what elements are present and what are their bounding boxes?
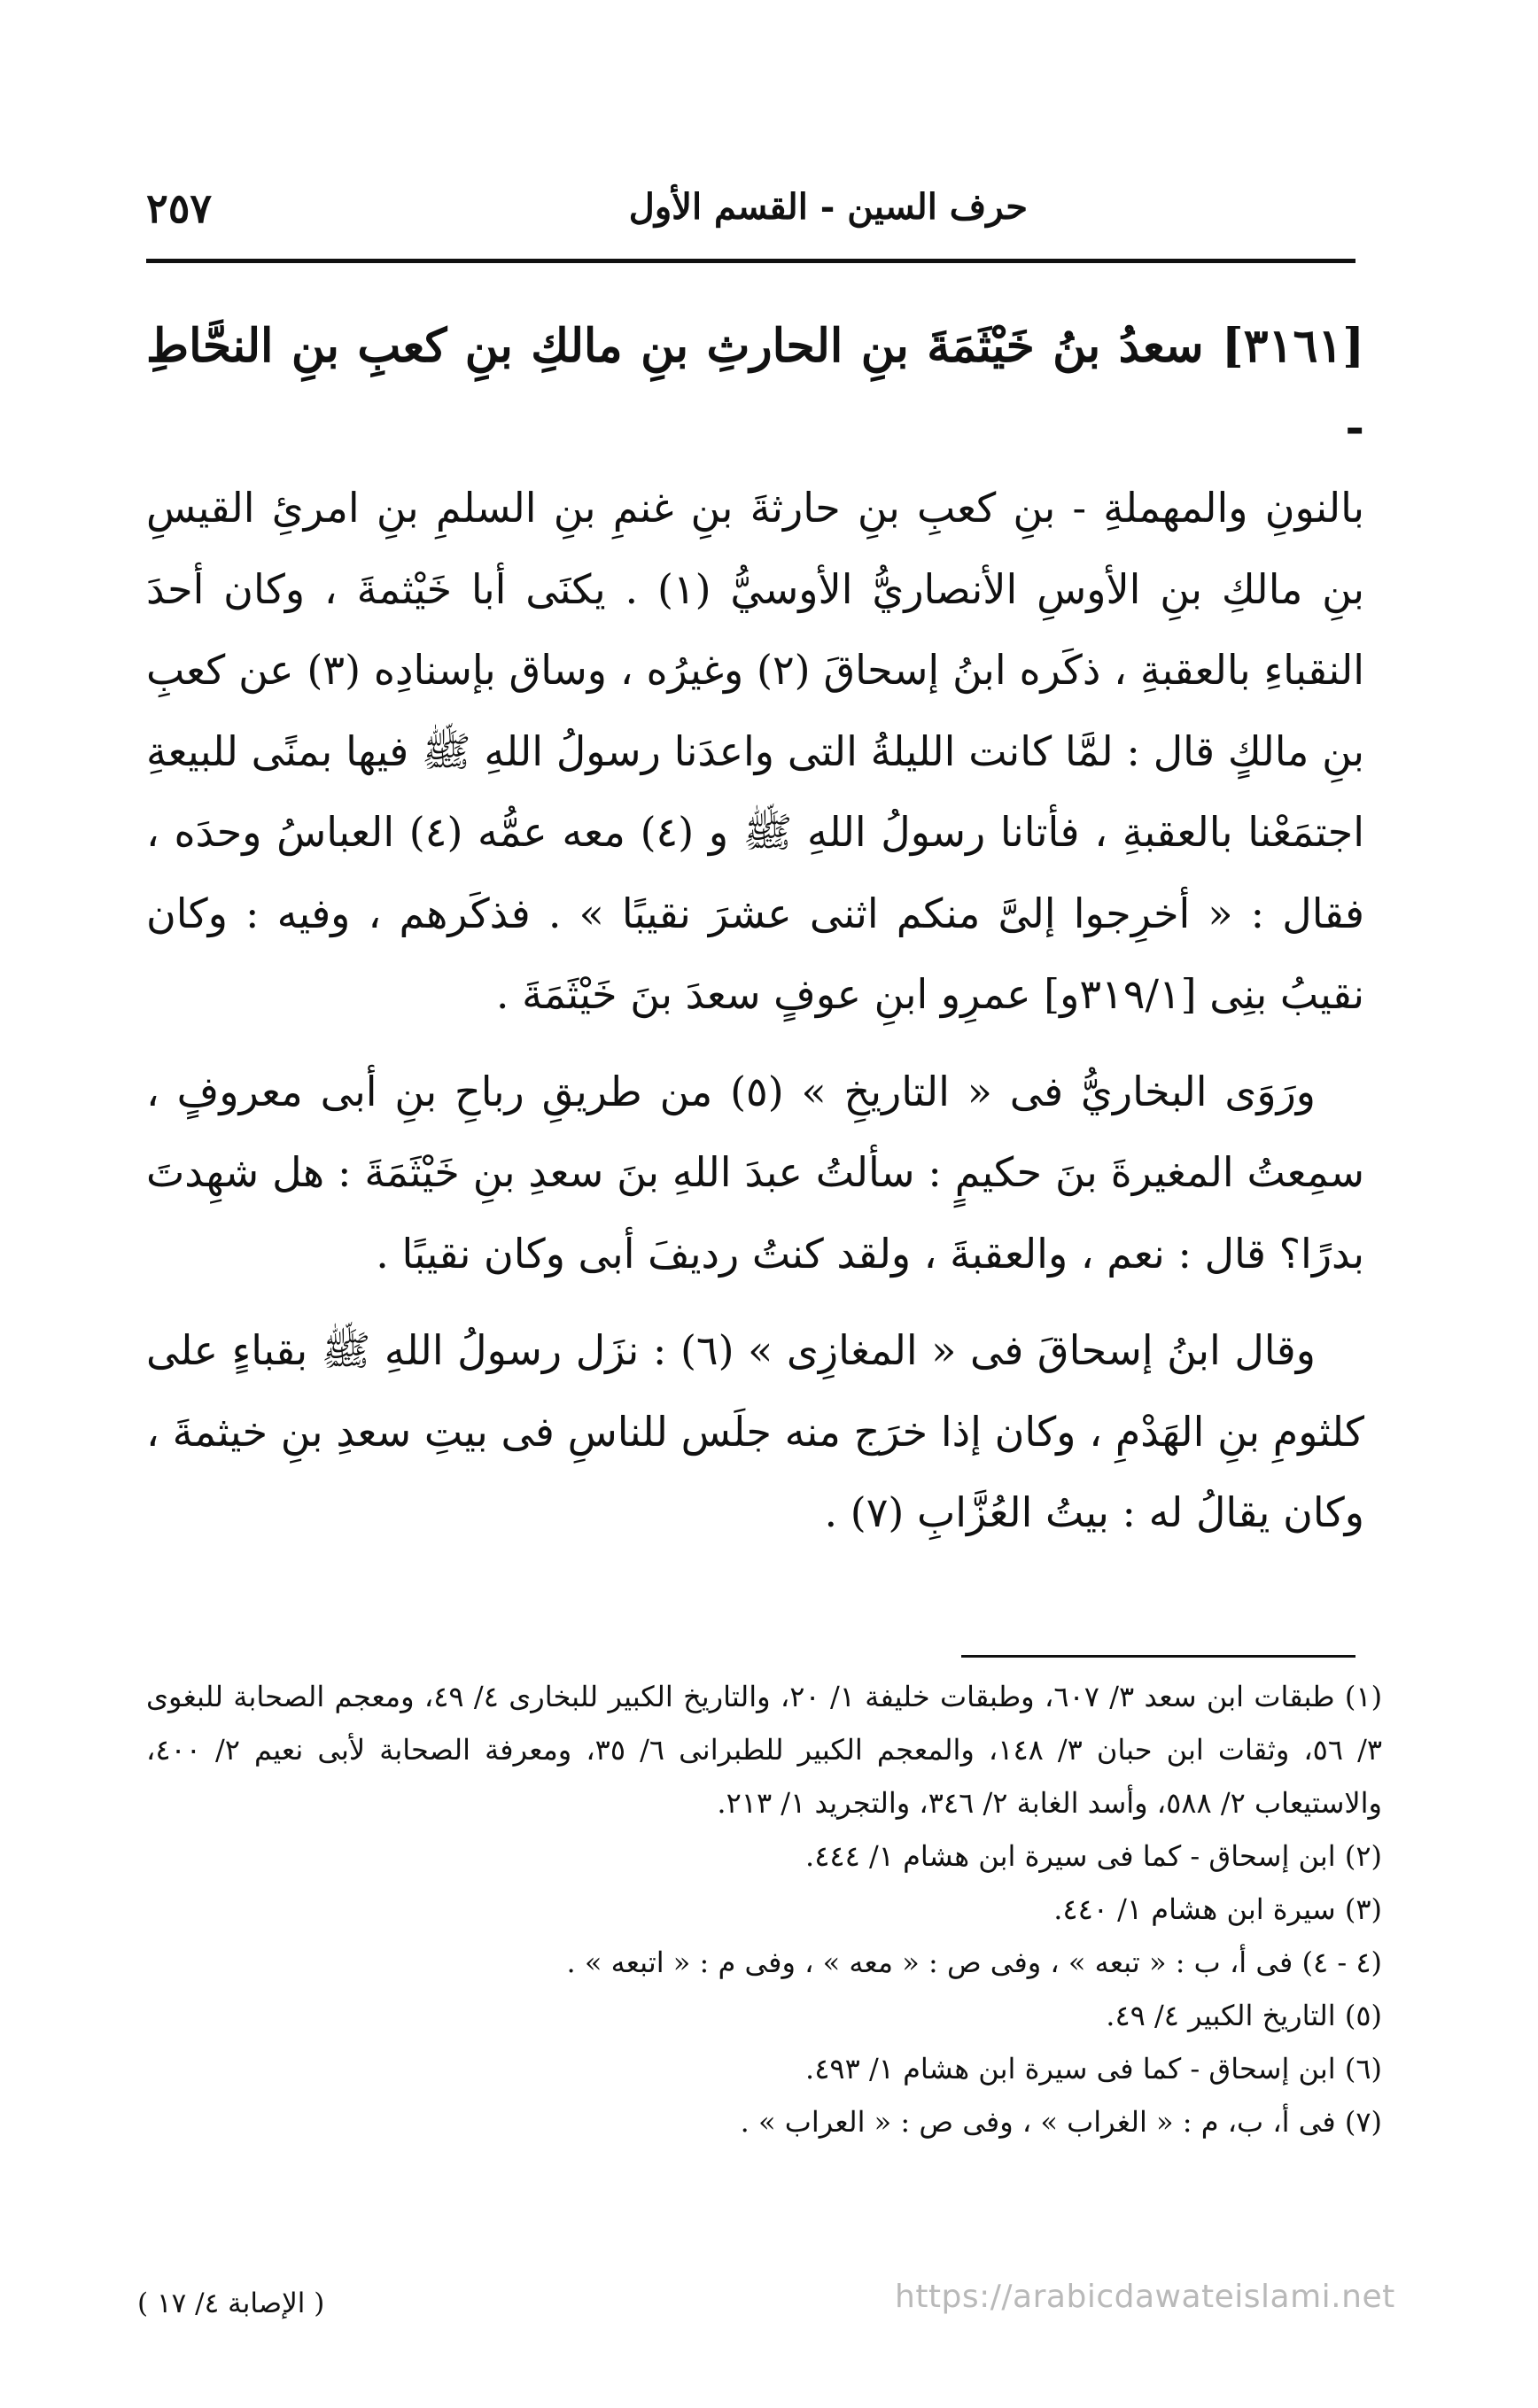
page-header	[146, 177, 1355, 239]
footnote-7: (٧) فى أ، ب، م : « الغراب » ، وفى ص : « العراب » .	[740, 2105, 1382, 2139]
entry-paragraph-1: بالنونِ والمهملةِ - بنِ كعبِ بنِ حارثةَ بنِ غنمِ بنِ السلمِ بنِ امرئِ القيسِ بنِ مالكِ بنِ الأوسِ الأنصاريُّ الأوسيُّ (١) . يكنَى أبا خَيْثمةَ ، وكان أحدَ النقباءِ بالعقبةِ ، ذكَره ابنُ إسحاقَ (٢) وغيرُه ، وساق بإسنادِه (٣) عن كعبِ بنِ مالكٍ قال : لمَّا كانت الليلةُ التى واعدَنا رسولُ اللهِ ﷺ فيها بمنًى للبيعةِ اجتمَعْنا بالعقبةِ ، فأتانا رسولُ اللهِ ﷺ و (٤) معه عمُّه (٤) العباسُ وحدَه ، فقال : « أخرِجوا إلىَّ منكم اثنى عشرَ نقيبًا » . فذكَرهم ، وفيه : وكان نقيبُ بنِى [٣١٩/١و] عمرِو ابنِ عوفٍ سعدَ بنَ خَيْثَمَةَ .	[146, 484, 1364, 1018]
footnote-4: (٤ - ٤) فى أ، ب : « تبعه » ، وفى ص : « معه » ، وفى م : « اتبعه » .	[566, 1946, 1382, 1979]
footnote-1: (١) طبقات ابن سعد ٣/ ٦٠٧، وطبقات خليفة ١/ ٢٠، والتاريخ الكبير للبخارى ٤/ ٤٩، ومعجم الصحابة للبغوى ٣/ ٥٦، وثقات ابن حبان ٣/ ١٤٨، والمعجم الكبير للطبرانى ٦/ ٣٥، ومعرفة الصحابة لأبى نعيم ٢/ ٤٠٠، والاستيعاب ٢/ ٥٨٨، وأسد الغابة ٢/ ٣٤٦، والتجريد ١/ ٢١٣.	[146, 1680, 1383, 1820]
source-reference: ( الإصابة ٤/ ١٧ )	[137, 2288, 325, 2319]
page-number: ٢٥٧	[146, 184, 213, 232]
footnote-3: (٣) سيرة ابن هشام ١/ ٤٤٠.	[1053, 1892, 1382, 1926]
running-title: حرف السين - القسم الأول	[628, 186, 1028, 228]
footnote-divider	[961, 1655, 1355, 1658]
entry-heading: [٣١٦١] سعدُ بنُ خَيْثَمَةَ بنِ الحارثِ بنِ مالكِ بنِ كعبِ بنِ النحَّاطِ -	[146, 319, 1364, 454]
entry-paragraph-2: ورَوَى البخاريُّ فى « التاريخِ » (٥) من طريقِ رباحِ بنِ أبى معروفٍ ، سمِعتُ المغيرةَ بنَ حكيمٍ : سألتُ عبدَ اللهِ بنَ سعدِ بنِ خَيْثَمَةَ : هل شهِدتَ بدرًا؟ قال : نعم ، والعقبةَ ، ولقد كنتُ رديفَ أبى وكان نقيبًا .	[146, 1067, 1364, 1278]
footnote-6: (٦) ابن إسحاق - كما فى سيرة ابن هشام ١/ ٤٩٣.	[805, 2052, 1382, 2086]
watermark-url: https://arabicdawateislami.net	[895, 2279, 1395, 2315]
entry-paragraph-3: وقال ابنُ إسحاقَ فى « المغازِى » (٦) : نزَل رسولُ اللهِ ﷺ بقباءٍ على كلثومِ بنِ الهَدْمِ ، وكان إذا خرَج منه جلَس للناسِ فى بيتِ سعدِ بنِ خيثمةَ ، وكان يقالُ له : بيتُ العُزَّابِ (٧) .	[146, 1326, 1364, 1536]
footnote-2: (٢) ابن إسحاق - كما فى سيرة ابن هشام ١/ ٤٤٤.	[805, 1839, 1382, 1873]
header-divider	[146, 259, 1355, 263]
main-text	[146, 306, 1364, 1554]
footnotes	[146, 1670, 1382, 2148]
footnote-5: (٥) التاريخ الكبير ٤/ ٤٩.	[1106, 1999, 1382, 2032]
